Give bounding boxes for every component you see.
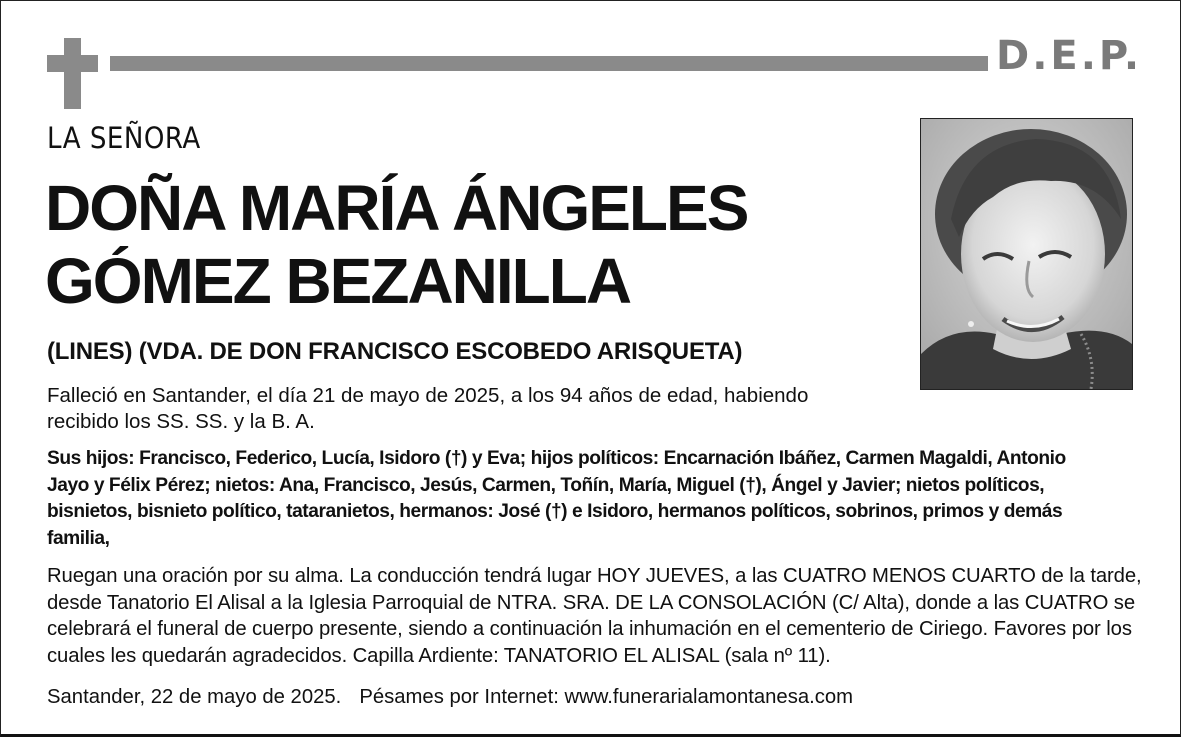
name-line-1: DOÑA MARÍA ÁNGELES [45,172,748,244]
footer-place-date: Santander, 22 de mayo de 2025. [47,686,342,708]
footer-condolences: Pésames por Internet: www.funerarialamontanesa.com [359,686,854,708]
family-list: Sus hijos: Francisco, Federico, Lucía, Isidoro (†) y Eva; hijos políticos: Encarnación Ibáñez, Carmen Magaldi, Antonio Jayo y Félix Pérez; nietos: Ana, Francisco, Jesús, Carmen, Toñín, María, Miguel (†), Ángel y Javier; nietos políticos, bisnietos, bisnieto político, tataranietos, hermanos: José (†) e Isidoro, hermanos políticos, sobrinos, primos y demás familia, [47,448,1066,549]
cross-icon-bar [47,55,98,72]
name-line-2: GÓMEZ BEZANILLA [45,245,631,317]
header-rule [110,56,988,71]
dep-label: D.E.P. [996,33,1143,79]
deceased-subtitle: (LINES) (VDA. DE DON FRANCISCO ESCOBEDO ARISQUETA) [47,338,743,365]
honorific: LA SEÑORA [47,121,201,155]
portrait-photo [920,118,1133,390]
cross-icon [64,38,81,109]
deceased-name [45,172,747,318]
footer [47,684,853,710]
service-details: Ruegan una oración por su alma. La conducción tendrá lugar HOY JUEVES, a las CUATRO MENOS CUARTO de la tarde, desde Tanatorio El Alisal a la Iglesia Parroquial de NTRA. SRA. DE LA CONSOLACIÓN (C/ Alta), donde a las CUATRO se celebrará el funeral de cuerpo presente, siendo a continuación la inhumación en el cementerio de Ciriego. Favores por los cuales les quedarán agradecidos. Capilla Ardiente: TANATORIO EL ALISAL (sala nº 11). [47,565,1142,667]
death-notice: Falleció en Santander, el día 21 de mayo de 2025, a los 94 años de edad, habiendo recibido los SS. SS. y la B. A. [47,384,809,433]
